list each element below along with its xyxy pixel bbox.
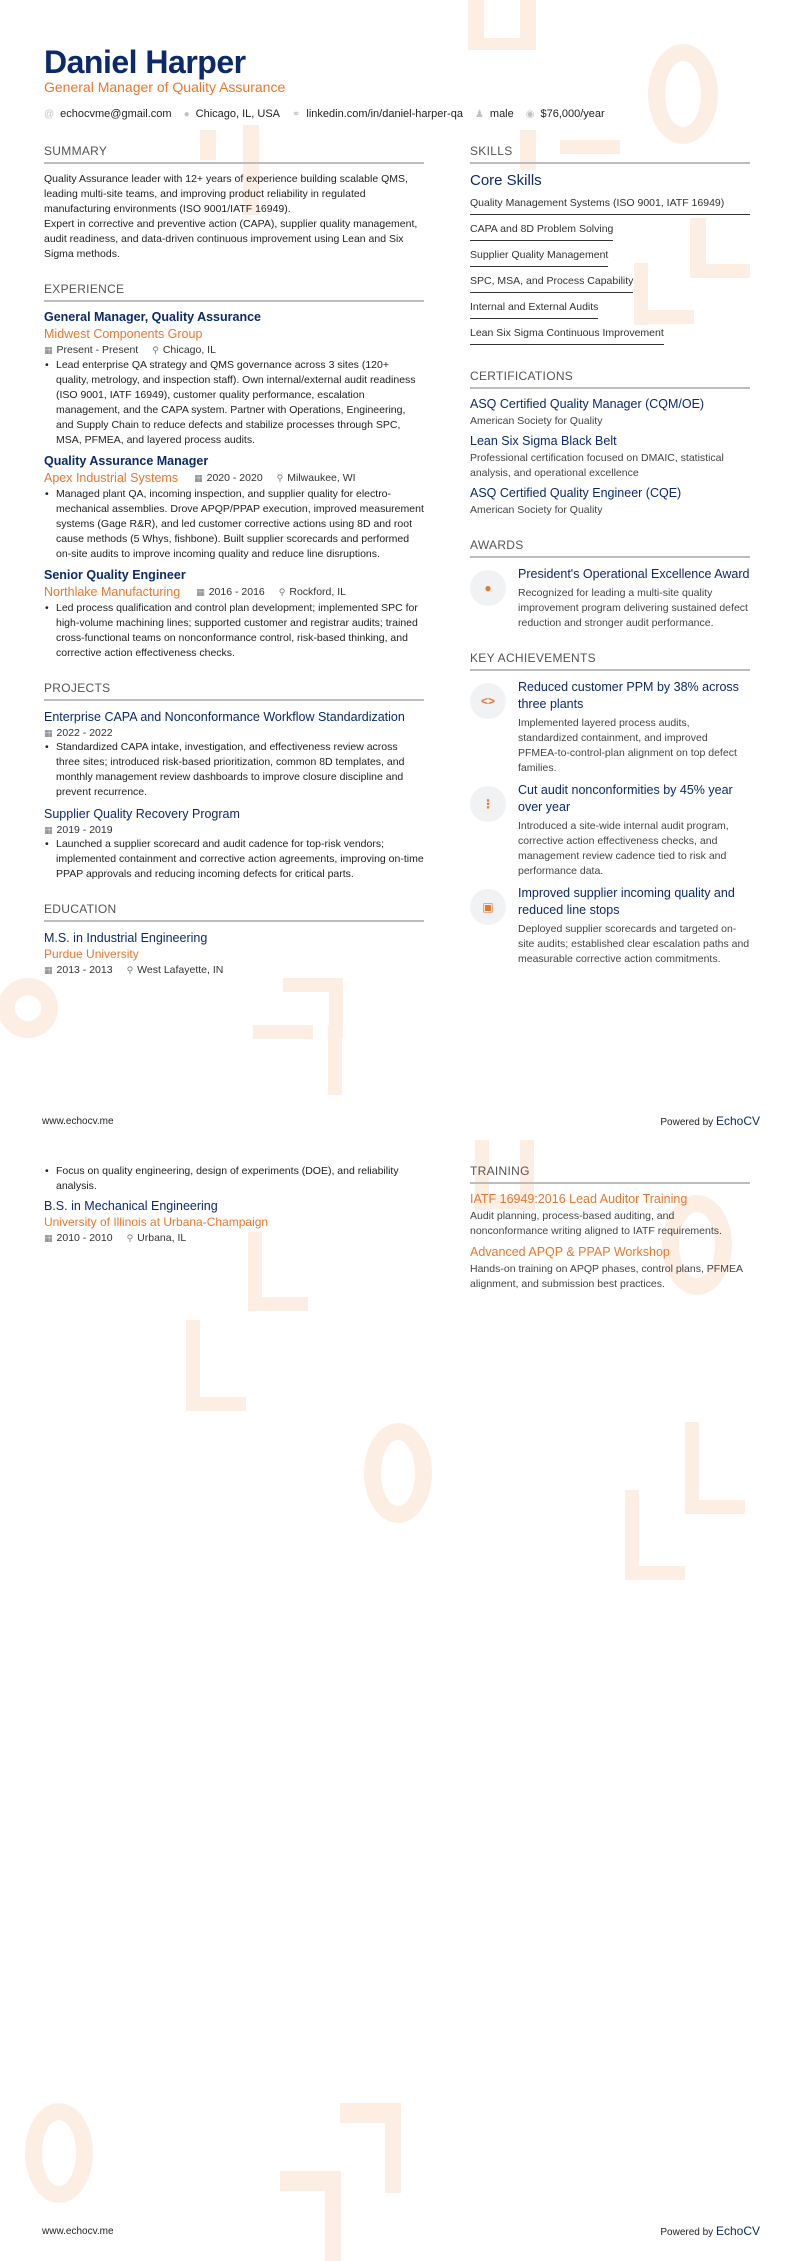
school-name: Purdue University — [44, 947, 139, 961]
certification-issuer: American Society for Quality — [470, 504, 603, 516]
location-pin-icon: ⚲ — [152, 345, 159, 355]
section-heading: AWARDS — [470, 538, 750, 558]
certification-title: ASQ Certified Quality Manager (CQM/OE) — [470, 397, 705, 411]
project-bullet: • Launched a supplier scorecard and audit cadence for top-risk vendors; implemented containment and corrective action agreements, improving on-time PPAP approvals and reducing incoming defects for critical parts. — [44, 837, 424, 882]
company-name: Midwest Components Group — [44, 327, 203, 341]
project-title: Enterprise CAPA and Nonconformance Workflow Standardization — [44, 710, 405, 724]
experience-item — [44, 568, 424, 661]
contact-salary: ◉ $76,000/year — [525, 108, 605, 120]
chat-bubble-icon: ● — [470, 570, 506, 606]
decoration-shape — [625, 1566, 685, 1580]
decoration-shape — [685, 1422, 699, 1512]
achievement-item — [470, 782, 750, 879]
job-meta: ▦ 2016 - 2016 ⚲ Rockford, IL — [196, 586, 346, 598]
location-pin-icon: ● — [183, 108, 190, 120]
footer-powered-by: Powered by EchoCV — [660, 1114, 760, 1128]
decoration-shape — [248, 1297, 308, 1311]
dollar-icon: ◉ — [525, 108, 535, 120]
decoration-ring — [25, 2103, 93, 2203]
projects-section — [44, 681, 424, 882]
education-meta: ▦ 2013 - 2013 ⚲ West Lafayette, IN — [44, 964, 224, 976]
training-title: IATF 16949:2016 Lead Auditor Training — [470, 1192, 688, 1206]
certifications-section — [470, 369, 750, 518]
decoration-ring — [648, 44, 718, 144]
contact-location: ● Chicago, IL, USA — [183, 108, 281, 120]
job-title: General Manager, Quality Assurance — [44, 310, 261, 324]
section-heading: EDUCATION — [44, 902, 424, 922]
decoration-ring — [0, 978, 58, 1038]
achievement-title: Improved supplier incoming quality and reduced line stops — [518, 886, 735, 917]
decoration-shape — [186, 1397, 246, 1411]
skill-item: Quality Management Systems (ISO 9001, IATF 16949) — [470, 193, 750, 215]
experience-item — [44, 454, 424, 562]
person-icon: ♟ — [474, 108, 484, 120]
contact-row — [44, 108, 605, 120]
achievement-item — [470, 679, 750, 776]
experience-item — [44, 310, 424, 448]
company-name: Northlake Manufacturing — [44, 585, 181, 599]
contact-email[interactable]: @ echocvme@gmail.com — [44, 108, 172, 120]
job-bullet: • Led process qualification and control plan development; implemented SPC for high-volume machining lines; supported customer and registrar audits; trained cross-functional teams on nonconformance control, risk-based thinking, and corrective action effectiveness checks. — [44, 601, 424, 661]
job-title: Quality Assurance Manager — [44, 454, 209, 468]
location-pin-icon: ⚲ — [278, 587, 286, 597]
job-meta: ▦ Present - Present ⚲ Chicago, IL — [44, 344, 216, 356]
calendar-icon: ▦ — [44, 965, 53, 975]
education-section — [44, 902, 424, 976]
calendar-icon: ▦ — [44, 728, 53, 738]
skill-item: Lean Six Sigma Continuous Improvement — [470, 323, 664, 345]
award-description: Recognized for leading a multi-site quality improvement program delivering sustained defect reduction and stronger audit performance. — [518, 587, 748, 629]
decoration-ring — [364, 1423, 432, 1523]
contact-linkedin[interactable]: ⚭ linkedin.com/in/daniel-harper-qa — [292, 108, 463, 120]
left-column — [44, 144, 424, 978]
summary-section — [44, 144, 424, 262]
degree-title: B.S. in Mechanical Engineering — [44, 1199, 218, 1213]
calendar-icon: ▦ — [196, 587, 205, 597]
link-icon: ⚭ — [292, 108, 301, 120]
summary-paragraph: Expert in corrective and preventive action (CAPA), supplier quality management, audit readiness, and data-driven continuous improvement using Lean and Six Sigma methods. — [44, 218, 418, 260]
section-heading: EXPERIENCE — [44, 282, 424, 302]
skill-item: CAPA and 8D Problem Solving — [470, 219, 613, 241]
project-meta: ▦ 2019 - 2019 — [44, 824, 113, 836]
right-column — [470, 144, 750, 967]
calendar-icon: ▦ — [44, 345, 53, 355]
achievements-section — [470, 651, 750, 967]
job-title: Senior Quality Engineer — [44, 568, 186, 582]
achievement-description: Deployed supplier scorecards and targeted on-site audits; established clear escalation paths and measurable corrective action commitments. — [518, 923, 750, 965]
job-meta: ▦ 2020 - 2020 ⚲ Milwaukee, WI — [194, 472, 356, 484]
certification-issuer: American Society for Quality — [470, 415, 603, 427]
training-description: Audit planning, process-based auditing, and nonconformance writing aligned to IATF requirements. — [470, 1210, 722, 1237]
achievement-item — [470, 885, 750, 967]
decoration-shape — [468, 38, 536, 50]
experience-section — [44, 282, 424, 661]
summary-paragraph: Quality Assurance leader with 12+ years of experience building scalable QMS, leading multi-site teams, and improving product reliability in regulated manufacturing environments (ISO 9001/IATF 16949). — [44, 173, 408, 215]
awards-section — [470, 538, 750, 631]
section-heading: SKILLS — [470, 144, 750, 164]
calendar-icon: ▦ — [44, 825, 53, 835]
candidate-name: Daniel Harper — [44, 44, 246, 80]
footer-website[interactable]: www.echocv.me — [42, 2226, 114, 2237]
training-section — [470, 1164, 750, 1292]
skill-item: Supplier Quality Management — [470, 245, 608, 267]
footer-website[interactable]: www.echocv.me — [42, 1116, 114, 1127]
award-item — [470, 566, 750, 631]
document-icon: ▣ — [470, 889, 506, 925]
education-item — [44, 930, 424, 976]
section-heading: TRAINING — [470, 1164, 750, 1184]
skill-item: SPC, MSA, and Process Capability — [470, 271, 633, 293]
job-bullet: • Lead enterprise QA strategy and QMS governance across 3 sites (120+ quality, metrology, and inspection staff). Own internal/external audit readiness (ISO 9001, IATF 16949), customer quality performance, escalation management, and the CAPA system. Partner with Operations, Engineering, and Supply Chain to reduce defects and stabilize processes through SPC, MSA, PFMEA, and layered process audits. — [44, 358, 424, 448]
certification-title: ASQ Certified Quality Engineer (CQE) — [470, 486, 682, 500]
contact-gender: ♟ male — [474, 108, 514, 120]
training-description: Hands-on training on APQP phases, control plans, PFMEA alignment, and submission best practices. — [470, 1263, 743, 1290]
degree-title: M.S. in Industrial Engineering — [44, 931, 208, 945]
education-item — [44, 1198, 424, 1244]
skill-item: Internal and External Audits — [470, 297, 598, 319]
company-name: Apex Industrial Systems — [44, 471, 179, 485]
at-icon: @ — [44, 108, 55, 120]
section-heading: CERTIFICATIONS — [470, 369, 750, 389]
project-bullet: • Standardized CAPA intake, investigation, and effectiveness review across three sites; introduced risk-based prioritization, common 8D templates, and monthly management review dashboards to improve closure discipline and prevent recurrence. — [44, 740, 424, 800]
section-heading: PROJECTS — [44, 681, 424, 701]
right-column-page-2 — [470, 1164, 750, 1292]
decoration-shape — [385, 2103, 401, 2193]
project-item — [44, 709, 424, 800]
project-meta: ▦ 2022 - 2022 — [44, 727, 113, 739]
calendar-icon: ▦ — [194, 473, 203, 483]
location-pin-icon: ⚲ — [126, 965, 134, 975]
achievement-title: Cut audit nonconformities by 45% year over year — [518, 783, 733, 814]
school-name: University of Illinois at Urbana-Champaign — [44, 1215, 269, 1229]
job-bullet: • Managed plant QA, incoming inspection, and supplier quality for electro-mechanical assemblies. Drove APQP/PPAP execution, improved measurement systems (Gage R&R), and led customer corrective actions using 8D and root cause methods (5 Whys, fishbone). Built supplier scorecards and performed on-site audits to improve incoming quality and reduce line disruptions. — [44, 487, 424, 562]
achievement-description: Implemented layered process audits, standardized containment, and improved PFMEA-to-control-plan alignment on top defect families. — [518, 717, 737, 774]
award-title: President's Operational Excellence Award — [518, 567, 750, 581]
skills-section — [470, 144, 750, 349]
location-pin-icon: ⚲ — [276, 473, 284, 483]
decoration-shape — [685, 1500, 745, 1514]
dots-vertical-icon: ⋮ — [470, 786, 506, 822]
calendar-icon: ▦ — [44, 1233, 53, 1243]
project-title: Supplier Quality Recovery Program — [44, 807, 240, 821]
decoration-shape — [325, 2171, 341, 2261]
certification-description: Professional certification focused on DMAIC, statistical analysis, and operational excellence — [470, 452, 724, 479]
skills-group-title: Core Skills — [470, 172, 542, 189]
decoration-shape — [253, 1025, 313, 1039]
decoration-shape — [328, 1025, 342, 1095]
achievement-description: Introduced a site-wide internal audit program, corrective action effectiveness checks, and management review cadence tied to risk and performance data. — [518, 820, 729, 877]
certification-title: Lean Six Sigma Black Belt — [470, 434, 617, 448]
footer-powered-by: Powered by EchoCV — [660, 2224, 760, 2238]
achievement-title: Reduced customer PPM by 38% across three plants — [518, 680, 739, 711]
section-heading: SUMMARY — [44, 144, 424, 164]
section-heading: KEY ACHIEVEMENTS — [470, 651, 750, 671]
education-bullet: • Focus on quality engineering, design of experiments (DOE), and reliability analysis. — [44, 1164, 424, 1194]
project-item — [44, 806, 424, 882]
education-meta: ▦ 2010 - 2010 ⚲ Urbana, IL — [44, 1232, 187, 1244]
candidate-title: General Manager of Quality Assurance — [44, 79, 286, 95]
code-icon: <> — [470, 683, 506, 719]
training-title: Advanced APQP & PPAP Workshop — [470, 1245, 670, 1259]
location-pin-icon: ⚲ — [126, 1233, 134, 1243]
left-column-page-2 — [44, 1164, 424, 1246]
